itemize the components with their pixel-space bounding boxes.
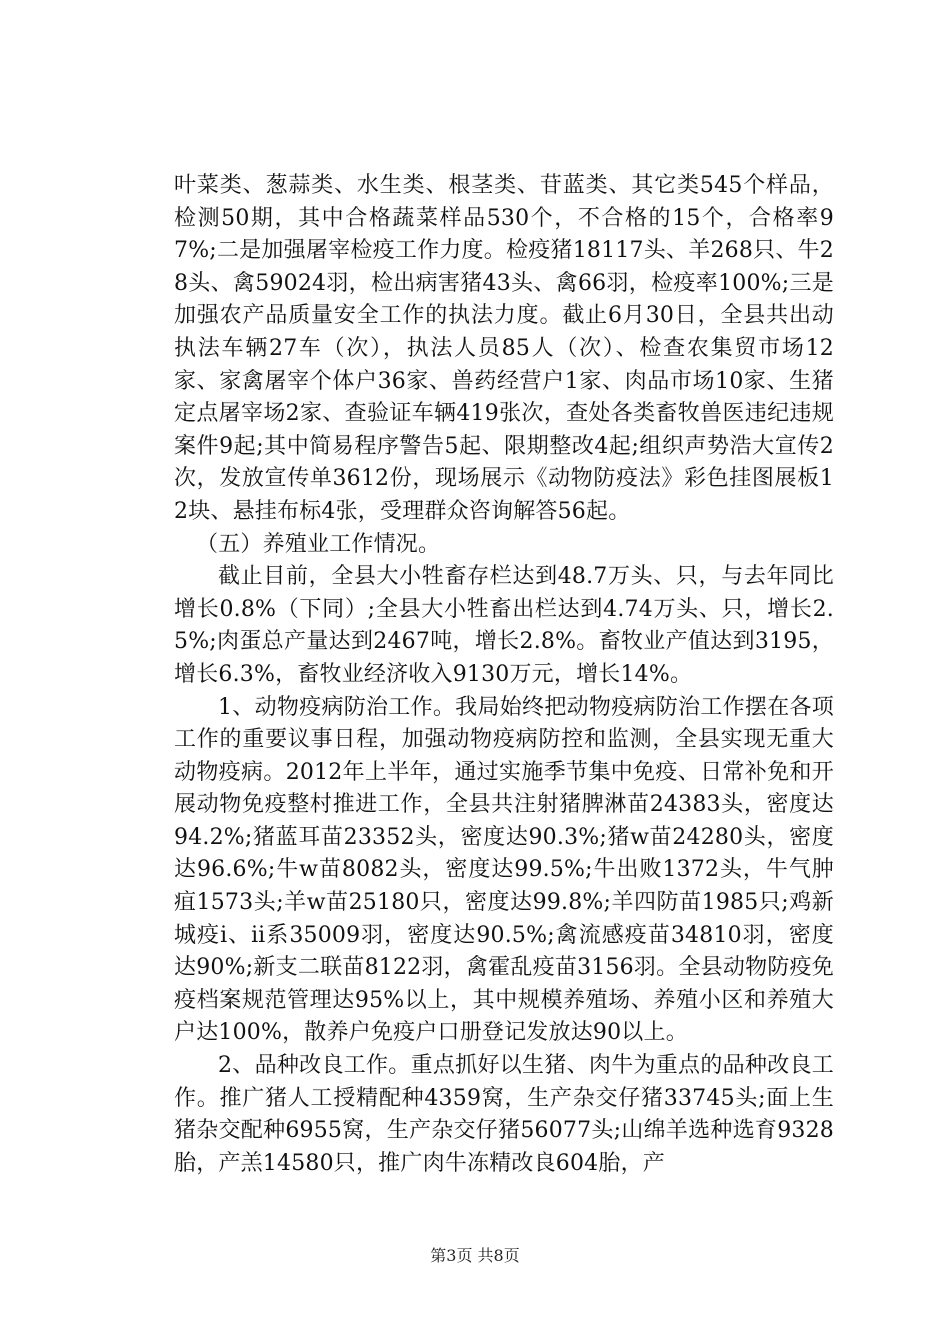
paragraph-breed-improvement: 2、品种改良工作。重点抓好以生猪、肉牛为重点的品种改良工作。推广猪人工授精配种4359窝，生产杂交仔猪33745头;面上生猪杂交配种6955窝，生产杂交仔猪56077头;山绵羊选种选育9328胎，产羔14580只，推广肉牛冻精改良604胎，产 xyxy=(174,1053,834,1176)
page-footer: 第3页 共8页 xyxy=(430,1246,520,1265)
section-heading-livestock: （五）养殖业工作情况。 xyxy=(196,531,441,557)
document-body xyxy=(174,170,834,1180)
paragraph-continuation: 叶菜类、葱蒜类、水生类、根茎类、苷蓝类、其它类545个样品，检测50期，其中合格蔬菜样品530个，不合格的15个，合格率97%;二是加强屠宰检疫工作力度。检疫猪18117头、羊268只、牛28头、禽59024羽，检出病害猪43头、禽66羽，检疫率100%;三是加强农产品质量安全工作的执法力度。截止6月30日，全县共出动执法车辆27车（次），执法人员85人（次）、检查农集贸市场12家、家禽屠宰个体户36家、兽药经营户1家、肉品市场10家、生猪定点屠宰场2家、查验证车辆419张次，查处各类畜牧兽医违纪违规案件9起;其中简易程序警告5起、限期整改4起;组织声势浩大宣传2次，发放宣传单3612份，现场展示《动物防疫法》彩色挂图展板12块、悬挂布标4张，受理群众咨询解答56起。 xyxy=(174,173,834,524)
paragraph-disease-prevention: 1、动物疫病防治工作。我局始终把动物疫病防治工作摆在各项工作的重要议事日程，加强动物疫病防控和监测，全县实现无重大动物疫病。2012年上半年，通过实施季节集中免疫、日常补免和开展动物免疫整村推进工作，全县共注射猪脾淋苗24383头，密度达94.2%;猪蓝耳苗23352头，密度达90.3%;猪w苗24280头，密度达96.6%;牛w苗8082头，密度达99.5%;牛出败1372头，牛气肿疽1573头;羊w苗25180只，密度达99.8%;羊四防苗1985只;鸡新城疫ⅰ、ⅱ系35009羽，密度达90.5%;禽流感疫苗34810羽，密度达90%;新支二联苗8122羽，禽霍乱疫苗3156羽。全县动物防疫免疫档案规范管理达95%以上，其中规模养殖场、养殖小区和养殖大户达100%，散养户免疫户口册登记发放达90以上。 xyxy=(174,694,834,1046)
paragraph-livestock-summary: 截止目前，全县大小牲畜存栏达到48.7万头、只，与去年同比增长0.8%（下同）;全县大小牲畜出栏达到4.74万头、只，增长2.5%;肉蛋总产量达到2467吨，增长2.8%。畜牧业产值达到3195，增长6.3%，畜牧业经济收入9130万元，增长14%。 xyxy=(174,564,834,687)
